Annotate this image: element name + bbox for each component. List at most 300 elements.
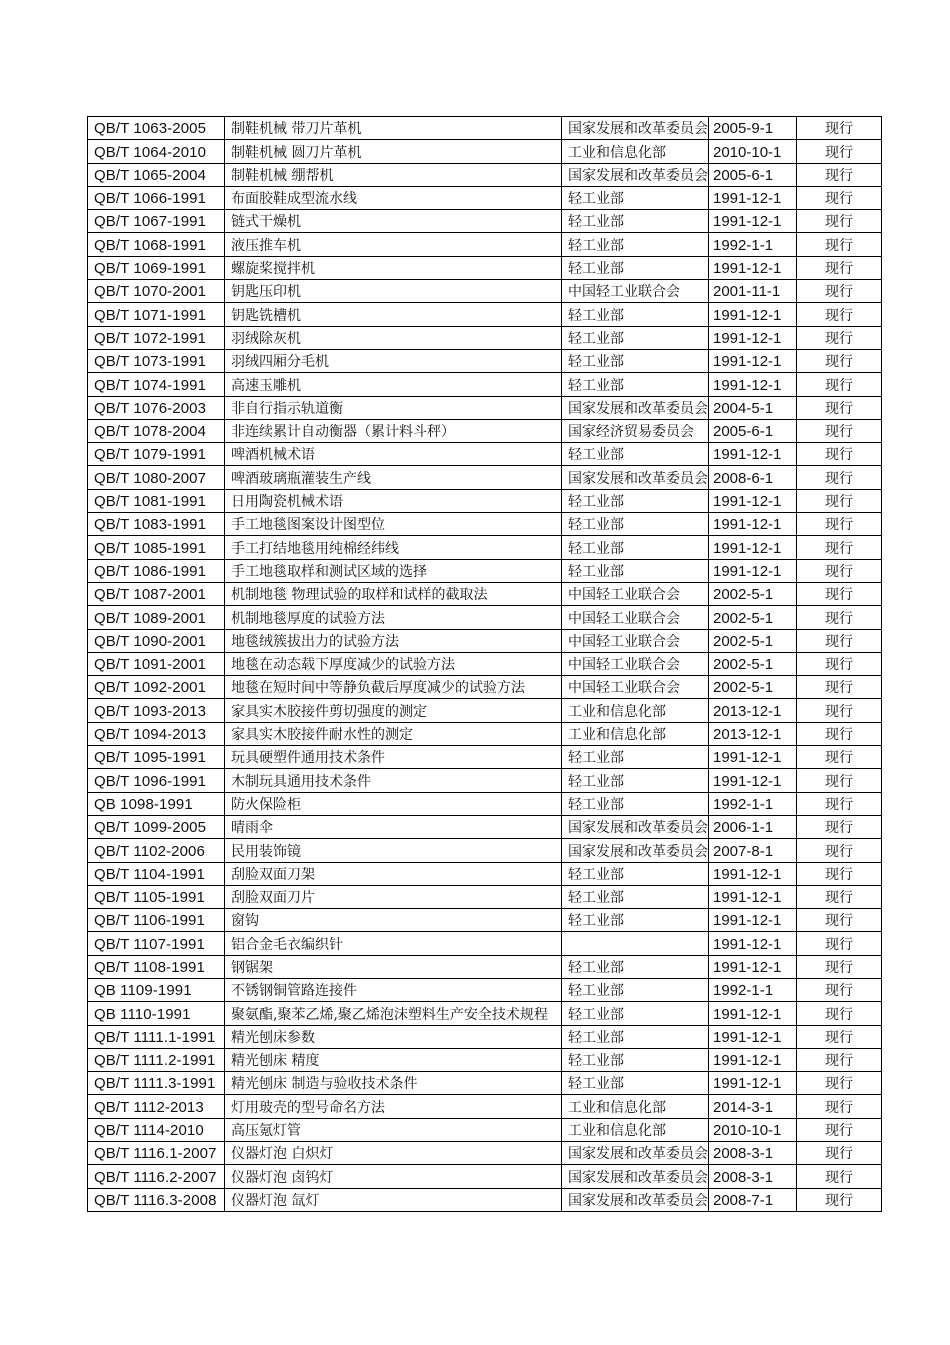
table-row — [88, 699, 882, 722]
standard-code-cell — [88, 815, 225, 838]
effective-date-cell — [709, 1048, 797, 1071]
effective-date-cell-text: 1991-12-1 — [713, 493, 782, 511]
status-cell-text: 现行 — [825, 400, 853, 417]
status-cell-text: 现行 — [825, 144, 853, 161]
issuing-department-cell — [562, 513, 709, 536]
standard-name-cell — [225, 629, 562, 652]
standard-code-cell-text: QB 1109-1991 — [94, 982, 192, 1000]
issuing-department-cell-text: 国家发展和改革委员会 — [568, 1169, 708, 1186]
table-row — [88, 629, 882, 652]
table-row — [88, 117, 882, 140]
effective-date-cell — [709, 186, 797, 209]
standard-code-cell — [88, 1048, 225, 1071]
status-cell-text: 现行 — [825, 820, 853, 837]
issuing-department-cell-text: 轻工业部 — [568, 191, 624, 208]
issuing-department-cell — [562, 140, 709, 163]
standard-code-cell — [88, 1142, 225, 1165]
issuing-department-cell-text: 国家经济贸易委员会 — [568, 424, 694, 441]
effective-date-cell-text: 2004-5-1 — [713, 399, 774, 417]
status-cell-text: 现行 — [825, 494, 853, 511]
effective-date-cell-text: 1992-1-1 — [713, 982, 774, 1000]
effective-date-cell-text: 1991-12-1 — [713, 749, 782, 767]
issuing-department-cell-text: 轻工业部 — [568, 750, 624, 767]
status-cell-text: 现行 — [825, 354, 853, 371]
standard-code-cell-text: QB/T 1112-2013 — [94, 1098, 204, 1116]
status-cell-text: 现行 — [825, 703, 853, 720]
issuing-department-cell-text: 中国轻工业联合会 — [568, 610, 680, 627]
issuing-department-cell-text: 轻工业部 — [568, 517, 624, 534]
standard-name-cell — [225, 1188, 562, 1211]
table-row — [88, 582, 882, 605]
standard-name-cell — [225, 1048, 562, 1071]
standard-code-cell-text: QB/T 1064-2010 — [94, 143, 207, 161]
standard-code-cell — [88, 186, 225, 209]
table-row — [88, 606, 882, 629]
standard-name-cell-text: 布面胶鞋成型流水线 — [231, 191, 357, 208]
status-cell — [797, 978, 882, 1001]
standard-name-cell — [225, 792, 562, 815]
standard-name-cell — [225, 815, 562, 838]
effective-date-cell-text: 1991-12-1 — [713, 1075, 782, 1093]
standard-code-cell-text: QB/T 1111.3-1991 — [94, 1075, 216, 1093]
table-row — [88, 466, 882, 489]
issuing-department-cell-text: 轻工业部 — [568, 563, 624, 580]
standard-name-cell — [225, 582, 562, 605]
standard-name-cell-text: 钥匙铣槽机 — [231, 307, 301, 324]
standard-code-cell-text: QB/T 1092-2001 — [94, 679, 207, 697]
status-cell-text: 现行 — [825, 330, 853, 347]
table-row — [88, 862, 882, 885]
effective-date-cell-text: 2005-6-1 — [713, 166, 774, 184]
standard-code-cell — [88, 419, 225, 442]
issuing-department-cell-text: 轻工业部 — [568, 237, 624, 254]
standard-code-cell-text: QB/T 1087-2001 — [94, 586, 207, 604]
standard-name-cell-text: 仪器灯泡 卤钨灯 — [231, 1169, 334, 1186]
issuing-department-cell — [562, 419, 709, 442]
standard-name-cell-text: 啤酒机械术语 — [231, 447, 315, 464]
standard-code-cell-text: QB/T 1111.2-1991 — [94, 1052, 216, 1070]
standard-name-cell-text: 啤酒玻璃瓶灌装生产线 — [231, 470, 371, 487]
standard-name-cell-text: 家具实木胶接件剪切强度的测定 — [231, 703, 427, 720]
effective-date-cell-text: 1991-12-1 — [713, 446, 782, 464]
status-cell — [797, 1118, 882, 1141]
table-row — [88, 1002, 882, 1025]
standard-name-cell-text: 制鞋机械 圆刀片革机 — [231, 144, 362, 161]
standard-code-cell — [88, 210, 225, 233]
status-cell — [797, 559, 882, 582]
status-cell — [797, 1095, 882, 1118]
standard-name-cell-text: 家具实木胶接件耐水性的测定 — [231, 727, 413, 744]
standard-code-cell — [88, 513, 225, 536]
issuing-department-cell — [562, 792, 709, 815]
table-row — [88, 1165, 882, 1188]
effective-date-cell — [709, 256, 797, 279]
standard-code-cell — [88, 256, 225, 279]
standard-name-cell-text: 手工打结地毯用纯棉经纬线 — [231, 540, 399, 557]
status-cell — [797, 349, 882, 372]
standard-code-cell — [88, 932, 225, 955]
issuing-department-cell — [562, 862, 709, 885]
status-cell — [797, 1142, 882, 1165]
effective-date-cell-text: 1991-12-1 — [713, 935, 782, 953]
status-cell-text: 现行 — [825, 657, 853, 674]
status-cell — [797, 722, 882, 745]
standard-code-cell-text: QB/T 1073-1991 — [94, 353, 207, 371]
standard-name-cell — [225, 769, 562, 792]
standard-name-cell-text: 机制地毯 物理试验的取样和试样的截取法 — [231, 587, 488, 604]
issuing-department-cell — [562, 769, 709, 792]
effective-date-cell — [709, 676, 797, 699]
standard-code-cell — [88, 676, 225, 699]
effective-date-cell-text: 2002-5-1 — [713, 656, 774, 674]
issuing-department-cell — [562, 1002, 709, 1025]
standard-code-cell-text: QB/T 1108-1991 — [94, 958, 205, 976]
standard-name-cell — [225, 862, 562, 885]
standard-code-cell — [88, 629, 225, 652]
standard-name-cell — [225, 373, 562, 396]
effective-date-cell — [709, 373, 797, 396]
effective-date-cell-text: 2008-7-1 — [713, 1191, 774, 1209]
issuing-department-cell — [562, 303, 709, 326]
standard-code-cell-text: QB/T 1079-1991 — [94, 446, 207, 464]
issuing-department-cell — [562, 978, 709, 1001]
issuing-department-cell-text: 轻工业部 — [568, 1053, 624, 1070]
issuing-department-cell-text: 中国轻工业联合会 — [568, 657, 680, 674]
table-row — [88, 373, 882, 396]
standard-name-cell-text: 地毯在动态载下厚度减少的试验方法 — [231, 657, 455, 674]
status-cell-text: 现行 — [825, 1192, 853, 1209]
standard-name-cell — [225, 676, 562, 699]
standard-code-cell — [88, 746, 225, 769]
table-row — [88, 186, 882, 209]
table-row — [88, 932, 882, 955]
table-row — [88, 559, 882, 582]
effective-date-cell — [709, 210, 797, 233]
standard-code-cell — [88, 466, 225, 489]
effective-date-cell — [709, 349, 797, 372]
effective-date-cell — [709, 1002, 797, 1025]
effective-date-cell-text: 2008-3-1 — [713, 1168, 774, 1186]
effective-date-cell-text: 2013-12-1 — [713, 702, 782, 720]
effective-date-cell — [709, 233, 797, 256]
standard-code-cell — [88, 1188, 225, 1211]
issuing-department-cell — [562, 629, 709, 652]
issuing-department-cell — [562, 210, 709, 233]
standard-name-cell — [225, 443, 562, 466]
effective-date-cell — [709, 885, 797, 908]
status-cell-text: 现行 — [825, 843, 853, 860]
table-row — [88, 303, 882, 326]
effective-date-cell-text: 1991-12-1 — [713, 1028, 782, 1046]
standard-name-cell — [225, 559, 562, 582]
status-cell-text: 现行 — [825, 1169, 853, 1186]
effective-date-cell-text: 1991-12-1 — [713, 772, 782, 790]
status-cell — [797, 1072, 882, 1095]
status-cell — [797, 885, 882, 908]
status-cell — [797, 932, 882, 955]
status-cell — [797, 1048, 882, 1071]
issuing-department-cell-text: 工业和信息化部 — [568, 1099, 666, 1116]
status-cell-text: 现行 — [825, 563, 853, 580]
issuing-department-cell-text: 国家发展和改革委员会 — [568, 820, 708, 837]
standard-name-cell-text: 地毯绒簇拔出力的试验方法 — [231, 633, 399, 650]
effective-date-cell — [709, 629, 797, 652]
table-row — [88, 489, 882, 512]
standard-code-cell — [88, 1095, 225, 1118]
table-row — [88, 955, 882, 978]
standard-code-cell-text: QB/T 1085-1991 — [94, 539, 207, 557]
standard-name-cell-text: 高速玉雕机 — [231, 377, 301, 394]
effective-date-cell — [709, 722, 797, 745]
effective-date-cell-text: 1991-12-1 — [713, 516, 782, 534]
effective-date-cell-text: 1992-1-1 — [713, 795, 774, 813]
effective-date-cell-text: 1991-12-1 — [713, 865, 782, 883]
effective-date-cell — [709, 443, 797, 466]
issuing-department-cell — [562, 466, 709, 489]
standard-code-cell-text: QB/T 1094-2013 — [94, 726, 207, 744]
issuing-department-cell — [562, 396, 709, 419]
status-cell-text: 现行 — [825, 1123, 853, 1140]
standard-code-cell — [88, 303, 225, 326]
issuing-department-cell — [562, 1025, 709, 1048]
standard-code-cell — [88, 163, 225, 186]
effective-date-cell-text: 2007-8-1 — [713, 842, 774, 860]
status-cell-text: 现行 — [825, 750, 853, 767]
issuing-department-cell — [562, 1095, 709, 1118]
standard-name-cell — [225, 1002, 562, 1025]
standard-name-cell — [225, 746, 562, 769]
table-row — [88, 722, 882, 745]
table-row — [88, 769, 882, 792]
status-cell — [797, 419, 882, 442]
effective-date-cell-text: 1991-12-1 — [713, 539, 782, 557]
table-row — [88, 140, 882, 163]
standard-name-cell — [225, 233, 562, 256]
table-row — [88, 513, 882, 536]
effective-date-cell-text: 2005-9-1 — [713, 120, 774, 138]
standard-name-cell — [225, 280, 562, 303]
issuing-department-cell — [562, 233, 709, 256]
issuing-department-cell-text: 轻工业部 — [568, 890, 624, 907]
standard-code-cell-text: QB/T 1106-1991 — [94, 912, 205, 930]
effective-date-cell-text: 1991-12-1 — [713, 329, 782, 347]
table-row — [88, 909, 882, 932]
effective-date-cell-text: 1991-12-1 — [713, 353, 782, 371]
effective-date-cell-text: 2008-3-1 — [713, 1145, 774, 1163]
standard-name-cell — [225, 1072, 562, 1095]
issuing-department-cell — [562, 1188, 709, 1211]
effective-date-cell — [709, 140, 797, 163]
table-row — [88, 676, 882, 699]
standard-name-cell-text: 仪器灯泡 氙灯 — [231, 1192, 320, 1209]
standard-code-cell-text: QB/T 1107-1991 — [94, 935, 205, 953]
status-cell-text: 现行 — [825, 1029, 853, 1046]
standard-code-cell — [88, 862, 225, 885]
issuing-department-cell — [562, 186, 709, 209]
effective-date-cell — [709, 769, 797, 792]
effective-date-cell-text: 2005-6-1 — [713, 423, 774, 441]
status-cell-text: 现行 — [825, 1099, 853, 1116]
standard-code-cell-text: QB/T 1065-2004 — [94, 166, 207, 184]
standard-name-cell — [225, 466, 562, 489]
standard-code-cell — [88, 885, 225, 908]
standard-code-cell-text: QB 1110-1991 — [94, 1005, 191, 1023]
effective-date-cell — [709, 815, 797, 838]
standard-name-cell-text: 聚氨酯,聚苯乙烯,聚乙烯泡沫塑料生产安全技术规程 — [231, 1006, 548, 1023]
standard-name-cell-text: 精光刨床参数 — [231, 1029, 315, 1046]
standard-name-cell-text: 防火保险柜 — [231, 796, 301, 813]
table-row — [88, 885, 882, 908]
status-cell — [797, 652, 882, 675]
effective-date-cell-text: 1991-12-1 — [713, 213, 782, 231]
standard-name-cell — [225, 536, 562, 559]
standard-name-cell-text: 链式干燥机 — [231, 214, 301, 231]
status-cell — [797, 256, 882, 279]
effective-date-cell — [709, 1188, 797, 1211]
standards-table — [87, 116, 882, 1212]
status-cell-text: 现行 — [825, 517, 853, 534]
effective-date-cell — [709, 1095, 797, 1118]
effective-date-cell — [709, 606, 797, 629]
standard-name-cell-text: 羽绒除灰机 — [231, 330, 301, 347]
effective-date-cell-text: 1991-12-1 — [713, 562, 782, 580]
effective-date-cell — [709, 419, 797, 442]
status-cell-text: 现行 — [825, 540, 853, 557]
standard-name-cell — [225, 885, 562, 908]
standards-table-body — [88, 117, 882, 1212]
table-row — [88, 1118, 882, 1141]
standard-code-cell — [88, 839, 225, 862]
standard-name-cell — [225, 652, 562, 675]
effective-date-cell — [709, 559, 797, 582]
status-cell — [797, 186, 882, 209]
standard-name-cell-text: 铝合金毛衣编织针 — [231, 936, 343, 953]
standard-name-cell-text: 钥匙压印机 — [231, 284, 301, 301]
standard-name-cell-text: 非连续累计自动衡器（累计料斗秤） — [231, 424, 455, 441]
standard-name-cell-text: 非自行指示轨道衡 — [231, 400, 343, 417]
status-cell-text: 现行 — [825, 959, 853, 976]
standard-name-cell-text: 玩具硬塑件通用技术条件 — [231, 750, 385, 767]
issuing-department-cell-text: 工业和信息化部 — [568, 144, 666, 161]
standard-code-cell-text: QB/T 1069-1991 — [94, 260, 207, 278]
standard-code-cell — [88, 1165, 225, 1188]
issuing-department-cell-text: 工业和信息化部 — [568, 703, 666, 720]
status-cell-text: 现行 — [825, 1006, 853, 1023]
issuing-department-cell — [562, 536, 709, 559]
issuing-department-cell — [562, 676, 709, 699]
effective-date-cell-text: 1991-12-1 — [713, 260, 782, 278]
issuing-department-cell — [562, 606, 709, 629]
status-cell-text: 现行 — [825, 913, 853, 930]
status-cell — [797, 280, 882, 303]
status-cell-text: 现行 — [825, 284, 853, 301]
effective-date-cell — [709, 163, 797, 186]
effective-date-cell — [709, 909, 797, 932]
standard-name-cell — [225, 909, 562, 932]
issuing-department-cell-text: 工业和信息化部 — [568, 1123, 666, 1140]
issuing-department-cell — [562, 489, 709, 512]
effective-date-cell — [709, 117, 797, 140]
status-cell — [797, 582, 882, 605]
table-row — [88, 978, 882, 1001]
standard-code-cell — [88, 978, 225, 1001]
issuing-department-cell — [562, 699, 709, 722]
status-cell-text: 现行 — [825, 1146, 853, 1163]
standard-code-cell-text: QB/T 1114-2010 — [94, 1122, 204, 1140]
standard-name-cell — [225, 326, 562, 349]
standard-code-cell-text: QB/T 1090-2001 — [94, 632, 207, 650]
status-cell-text: 现行 — [825, 983, 853, 1000]
standard-code-cell-text: QB/T 1086-1991 — [94, 562, 207, 580]
standard-name-cell — [225, 722, 562, 745]
status-cell — [797, 117, 882, 140]
standard-code-cell-text: QB/T 1091-2001 — [94, 656, 207, 674]
status-cell-text: 现行 — [825, 680, 853, 697]
status-cell — [797, 839, 882, 862]
standard-code-cell-text: QB/T 1116.1-2007 — [94, 1145, 217, 1163]
standard-code-cell — [88, 769, 225, 792]
issuing-department-cell-text: 国家发展和改革委员会 — [568, 843, 708, 860]
status-cell — [797, 1002, 882, 1025]
standard-code-cell — [88, 722, 225, 745]
status-cell — [797, 862, 882, 885]
issuing-department-cell — [562, 955, 709, 978]
standard-code-cell-text: QB/T 1083-1991 — [94, 516, 207, 534]
standard-name-cell-text: 民用装饰镜 — [231, 843, 301, 860]
issuing-department-cell-text: 轻工业部 — [568, 1006, 624, 1023]
issuing-department-cell — [562, 839, 709, 862]
effective-date-cell — [709, 280, 797, 303]
standard-name-cell-text: 制鞋机械 绷帮机 — [231, 167, 334, 184]
issuing-department-cell-text: 国家发展和改革委员会 — [568, 121, 708, 138]
effective-date-cell-text: 2008-6-1 — [713, 469, 774, 487]
effective-date-cell — [709, 699, 797, 722]
standard-name-cell — [225, 513, 562, 536]
issuing-department-cell — [562, 1072, 709, 1095]
table-row — [88, 210, 882, 233]
standard-code-cell — [88, 117, 225, 140]
issuing-department-cell-text: 中国轻工业联合会 — [568, 587, 680, 604]
standard-code-cell-text: QB/T 1093-2013 — [94, 702, 207, 720]
effective-date-cell — [709, 536, 797, 559]
issuing-department-cell — [562, 652, 709, 675]
effective-date-cell — [709, 1165, 797, 1188]
standard-code-cell-text: QB 1098-1991 — [94, 795, 193, 813]
effective-date-cell — [709, 652, 797, 675]
standard-name-cell — [225, 699, 562, 722]
status-cell-text: 现行 — [825, 866, 853, 883]
standard-code-cell-text: QB/T 1074-1991 — [94, 376, 207, 394]
effective-date-cell — [709, 303, 797, 326]
status-cell — [797, 606, 882, 629]
effective-date-cell-text: 1991-12-1 — [713, 912, 782, 930]
effective-date-cell-text: 2010-10-1 — [713, 143, 782, 161]
issuing-department-cell — [562, 885, 709, 908]
standard-name-cell-text: 机制地毯厚度的试验方法 — [231, 610, 385, 627]
status-cell — [797, 513, 882, 536]
standard-name-cell — [225, 140, 562, 163]
effective-date-cell — [709, 792, 797, 815]
effective-date-cell-text: 2010-10-1 — [713, 1122, 782, 1140]
status-cell-text: 现行 — [825, 237, 853, 254]
standard-name-cell — [225, 1025, 562, 1048]
issuing-department-cell-text: 轻工业部 — [568, 796, 624, 813]
table-row — [88, 1095, 882, 1118]
issuing-department-cell — [562, 1165, 709, 1188]
table-row — [88, 839, 882, 862]
standard-code-cell-text: QB/T 1066-1991 — [94, 190, 207, 208]
issuing-department-cell — [562, 559, 709, 582]
